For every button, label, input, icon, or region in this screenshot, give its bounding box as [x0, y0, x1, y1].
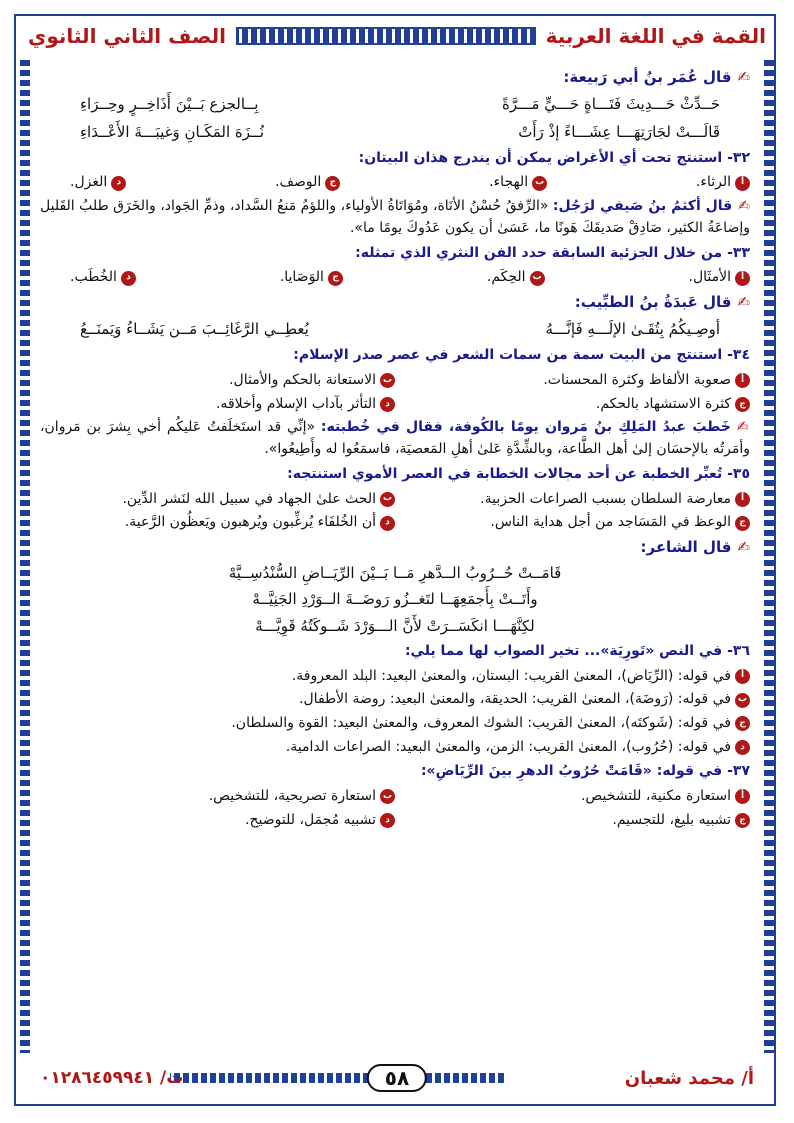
- letter-badge-icon: د: [111, 176, 126, 191]
- letter-badge-icon: ب: [380, 492, 395, 507]
- verse-line: وأَتَــتْ بِأَجمَعِهَــا لتَغــزُو رَوضَــةَ الــوَرْدِ الجَنِيَّــهْ: [252, 590, 538, 609]
- footer-divider: [170, 1073, 504, 1083]
- option-b[interactable]: ب الهجاء.: [489, 172, 547, 194]
- choices-34-row1: [40, 370, 750, 392]
- verse-hemistich: حَــدِّثْ حَـــدِيثَ فَتَـــاةٍ حَـــيٍّ مَـــرَّةً: [502, 95, 720, 114]
- section-title: ✍قال الشاعر:: [640, 537, 750, 556]
- option-a[interactable]: أ الرثاء.: [696, 172, 750, 194]
- question-36: ٣٦- في النص «تَورِيَة»... تخير الصواب لها مما يلي:: [404, 642, 750, 659]
- letter-badge-icon: ج: [735, 397, 750, 412]
- verse-hemistich: قَالَـــتْ لجَارَتِهَـــا عِشَـــاءً إذْ رَأَتْ: [518, 122, 720, 141]
- verse-line: [80, 318, 720, 341]
- letter-badge-icon: ج: [735, 813, 750, 828]
- choices-34-row2: [40, 394, 750, 416]
- letter-badge-icon: أ: [735, 789, 750, 804]
- option-d[interactable]: د أن الخُلفَاء يُرغِّبون ويُرهبون ويَعظُون الرَّعية.: [40, 512, 395, 534]
- option-c[interactable]: ج الوَصَايا.: [280, 267, 343, 289]
- letter-badge-icon: د: [380, 813, 395, 828]
- option-b[interactable]: ب في قوله: (رَوضَة)، المعنىٰ القريب: الحديقة، والمعنىٰ البعيد: روضة الأطفال.: [40, 689, 750, 711]
- choices-37-row1: [40, 786, 750, 808]
- option-d[interactable]: د الغزل.: [70, 172, 126, 194]
- question-33: ٣٣- من خلال الجزئية السابقة حدد الفن النثري الذي تمثله:: [355, 244, 750, 261]
- letter-badge-icon: ج: [735, 516, 750, 531]
- page-content: [40, 64, 750, 833]
- option-b[interactable]: ب استعارة تصريحية، للتشخيص.: [40, 786, 395, 808]
- choices-32: [70, 172, 750, 194]
- option-c[interactable]: ج كثرة الاستشهاد بالحكم.: [395, 394, 750, 416]
- verse-line: [80, 121, 720, 144]
- option-a[interactable]: أ استعارة مكنية، للتشخيص.: [395, 786, 750, 808]
- letter-badge-icon: د: [121, 271, 136, 286]
- verse-line: قَامَــتْ حُــرُوبُ الــدَّهرِ مَــا بَــيْنَ الرِّيَــاضِ السُّنْدُسِــيَّهْ: [228, 564, 562, 583]
- verse-hemistich: يُعطِــي الرَّغَائِــبَ مَــن يَشَــاءُ وَيَمنَــعُ: [80, 320, 309, 339]
- letter-badge-icon: ب: [380, 789, 395, 804]
- letter-badge-icon: أ: [735, 669, 750, 684]
- verse-hemistich: نُــزَهَ المَكَـانِ وَغيبَـــةَ الأَعْــدَاءِ: [80, 122, 264, 141]
- letter-badge-icon: ج: [735, 716, 750, 731]
- pen-icon: ✍: [738, 198, 750, 215]
- pen-icon: ✍: [737, 537, 750, 556]
- page-footer: [40, 1061, 754, 1095]
- author-name: أ/ محمد شعبان: [624, 1067, 754, 1089]
- letter-badge-icon: ب: [532, 176, 547, 191]
- verse-line: لكِنَّهَـــا انكَسَــرَتْ لأَنَّ الـــوَرْدَ شَــوكَتُهُ قَوِيَّـــهْ: [255, 616, 535, 635]
- prose-passage: ✍قال أكثمُ بنُ صَيفي لرَجُل: «الرِّفقُ حُسْنُ الأنَاة، ومُوَاتَاةُ الأولياء، واللؤمُ مَنعُ السَّداد، وذمِّ الجَواد، والخَرَق طلبُ القَليل وإضاعَةُ الكثير، صَادِقْ صَديقَكَ هَونًا ما، عَسَىٰ أن يكون عَدُوكَ يومًا ما».: [40, 198, 750, 236]
- phone-number: ت/ ٠١٢٨٦٤٥٩٩٤١: [40, 1068, 184, 1088]
- pen-icon: ✍: [736, 419, 751, 436]
- page-header: [28, 20, 766, 52]
- header-divider: [236, 27, 536, 45]
- page-number: ٥٨: [367, 1064, 427, 1092]
- section-title: ✍قال عَبدَةُ بنُ الطبِّيب:: [574, 292, 750, 311]
- choices-33: [70, 267, 750, 289]
- option-c[interactable]: ج تشبيه بليغ، للتجسيم.: [395, 810, 750, 832]
- verse-hemistich: أوصِـيكُمُ بِتُقَـىٰ الإلَـــهِ فَإنَّـــهُ: [545, 320, 720, 339]
- choices-35-row2: [40, 512, 750, 534]
- frame-left-border: [20, 60, 30, 1053]
- letter-badge-icon: ب: [380, 373, 395, 388]
- option-d[interactable]: د الخُطَب.: [70, 267, 136, 289]
- pen-icon: ✍: [737, 68, 750, 86]
- question-37: ٣٧- في قوله: «قَامَتْ حُرُوبُ الدهرِ بينَ الرِّيَاضِ»:: [420, 763, 750, 780]
- option-a[interactable]: أ معارضة السلطان بسبب الصراعات الحزبية.: [395, 489, 750, 511]
- letter-badge-icon: ج: [328, 271, 343, 286]
- letter-badge-icon: ب: [735, 693, 750, 708]
- option-a[interactable]: أ الأمثَال.: [689, 267, 751, 289]
- letter-badge-icon: د: [735, 740, 750, 755]
- option-a[interactable]: أ صعوبة الألفاظ وكثرة المحسنات.: [395, 370, 750, 392]
- letter-badge-icon: ج: [325, 176, 340, 191]
- prose-passage: ✍خَطبَ عبدُ المَلِكِ بنُ مَروان يومًا بالكُوفة، فقال في خُطبته: «إنِّي قد استَخلَفتُ عَليكُم أخي بِشرَ بن مَروان، وأمَرتُه بالإحسَان إلىٰ أهل الطَّاعة، وبالشِّدَّةِ عَلىٰ أهلِ المَعصيَة، فاسمَعُوا له وأَطِيعُوا».: [40, 419, 751, 458]
- section-title: ✍قال عُمَر بنُ أبي رَبيعة:: [563, 68, 750, 86]
- option-b[interactable]: ب الحث علىٰ الجهاد في سبيل الله لنَشر الدِّين.: [40, 489, 395, 511]
- letter-badge-icon: د: [380, 516, 395, 531]
- grade-label: الصف الثاني الثانوي: [28, 24, 227, 48]
- option-a[interactable]: أ في قوله: (الرِّيَاض)، المعنىٰ القريب: البستان، والمعنىٰ البعيد: البلد المعروفة.: [40, 666, 750, 688]
- option-c[interactable]: ج في قوله: (شَوكتَه)، المعنىٰ القريب: الشوك المعروف، والمعنىٰ البعيد: القوة والسلطان.: [40, 713, 750, 735]
- option-b[interactable]: ب الاستعانة بالحكم والأمثال.: [40, 370, 395, 392]
- letter-badge-icon: أ: [735, 271, 750, 286]
- question-35: ٣٥- تُعبِّر الخطبة عن أحد مجالات الخطابة في العصر الأموي استنتجه:: [287, 465, 750, 482]
- verse-hemistich: بِــالجزع بَــيْنَ أَذَاخِــرٍ وحِــرَاءِ: [80, 95, 259, 114]
- letter-badge-icon: أ: [735, 176, 750, 191]
- letter-badge-icon: د: [380, 397, 395, 412]
- option-d[interactable]: د التأثر بآداب الإسلام وأخلاقه.: [40, 394, 395, 416]
- book-title: القمة في اللغة العربية: [545, 24, 766, 48]
- option-c[interactable]: ج الوعظ في المَسَاجد من أجل هداية الناس.: [395, 512, 750, 534]
- letter-badge-icon: أ: [735, 492, 750, 507]
- option-c[interactable]: ج الوصف.: [275, 172, 340, 194]
- option-d[interactable]: د في قوله: (حُرُوب)، المعنىٰ القريب: الزمن، والمعنىٰ البعيد: الصراعات الدامية.: [40, 737, 750, 759]
- letter-badge-icon: ب: [530, 271, 545, 286]
- letter-badge-icon: أ: [735, 373, 750, 388]
- question-32: ٣٢- استنتج تحت أي الأغراض يمكن أن يندرج هذان البيتان:: [358, 149, 750, 166]
- option-d[interactable]: د تشبيه مُجمَل، للتوضيح.: [40, 810, 395, 832]
- choices-35-row1: [40, 489, 750, 511]
- question-34: ٣٤- استنتج من البيت سمة من سمات الشعر في عصر صدر الإسلام:: [293, 347, 750, 364]
- choices-37-row2: [40, 810, 750, 832]
- pen-icon: ✍: [737, 292, 750, 311]
- frame-right-border: [764, 60, 774, 1053]
- verse-line: [80, 93, 720, 116]
- option-b[interactable]: ب الحِكَم.: [487, 267, 545, 289]
